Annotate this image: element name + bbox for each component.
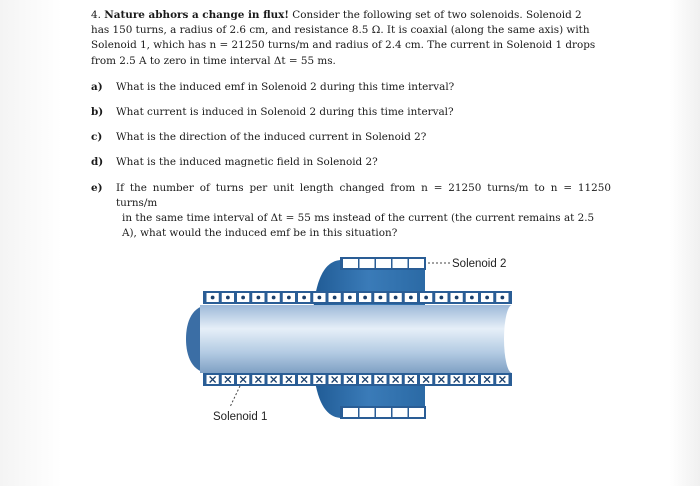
question-text: What is the induced emf in Solenoid 2 during this time interval?: [116, 81, 455, 93]
coil-dot: [394, 296, 398, 300]
solenoid-1-cylinder: [200, 305, 512, 373]
question-label: c): [91, 131, 103, 143]
question-e-line-2: in the same time interval of Δt = 55 ms instead of the current (the current remains at 2.5: [122, 212, 595, 224]
bottom-coil-band: [203, 373, 512, 386]
top-coil-band: [203, 291, 512, 304]
coil-dot: [455, 296, 459, 300]
coil-dot: [409, 296, 413, 300]
question-label: d): [91, 156, 104, 168]
solenoid-1-leader: [230, 386, 240, 407]
coil-dot: [439, 296, 443, 300]
question-text: What is the induced magnetic field in Solenoid 2?: [116, 156, 378, 168]
question-label: b): [91, 106, 104, 118]
solenoid-1-label: Solenoid 1: [213, 411, 268, 423]
coil-dot: [211, 296, 215, 300]
coil-dot: [226, 296, 230, 300]
coil-dot: [424, 296, 428, 300]
problem-title: Nature abhors a change in flux!: [104, 9, 289, 21]
problem-number: 4.: [91, 9, 101, 21]
question-label: a): [91, 81, 103, 93]
solenoid-1-bottom-coil: [203, 373, 512, 386]
problem-line-3: Solenoid 1, which has n = 21250 turns/m and radius of 2.4 cm. The current in Solenoid 1 drops: [91, 39, 596, 52]
solenoid-2-bottom-coil: [340, 406, 426, 419]
question-e-line-1: If the number of turns per unit length changed from n = 21250 turns/m to n = 11250 turns/m: [116, 182, 611, 209]
problem-line-2: has 150 turns, a radius of 2.6 cm, and resistance 8.5 Ω. It is coaxial (along the same axis) with: [91, 24, 590, 37]
coil-dot: [302, 296, 306, 300]
coil-dot: [317, 296, 321, 300]
coil-dot: [500, 296, 504, 300]
solenoid-1-top-coil: [203, 291, 512, 304]
coil-dot: [485, 296, 489, 300]
solenoid-2-top-coil: [340, 257, 426, 270]
coil-dot: [241, 296, 245, 300]
coil-dot: [333, 296, 337, 300]
problem-text-1: Consider the following set of two solenoids. Solenoid 2: [292, 9, 582, 21]
problem-line-4: from 2.5 A to zero in time interval Δt = 55 ms.: [91, 54, 336, 67]
question-text: What current is induced in Solenoid 2 during this time interval?: [116, 106, 454, 118]
question-label: e): [91, 182, 103, 194]
coil-dot: [378, 296, 382, 300]
question-e-line-3: A), what would the induced emf be in this situation?: [122, 227, 398, 239]
coil-dot: [287, 296, 291, 300]
coil-dot: [470, 296, 474, 300]
coil-dot: [363, 296, 367, 300]
coil-dot: [272, 296, 276, 300]
solenoid-2-label: Solenoid 2: [452, 258, 507, 270]
question-text: What is the direction of the induced current in Solenoid 2?: [116, 131, 427, 143]
coil-dot: [348, 296, 352, 300]
coil-dot: [256, 296, 260, 300]
